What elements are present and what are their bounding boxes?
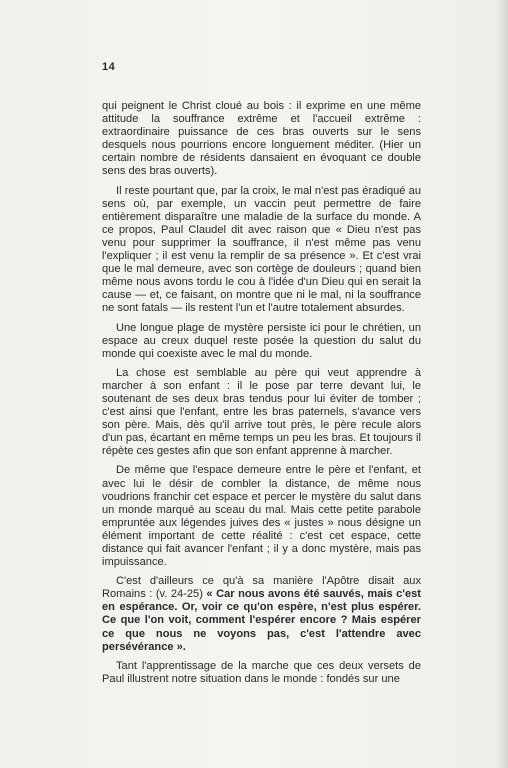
paragraph [102,367,421,459]
page-number: 14 [102,61,116,73]
paragraph [102,185,421,316]
paragraph-text: qui peignent le Christ cloué au bois : il exprime en une même attitude la souffrance extrême et l'accueil extrême : extraordinaire puissance de ces bras ouverts sur le sens desquels nous pourrions encore longuement méditer. (Hier un certain nombre de résidents dansaient en évoquant ce double sens des bras ouverts). [102,100,421,178]
body-text [102,100,421,692]
paragraph [102,322,421,361]
paragraph [102,575,421,654]
paragraph-text: Il reste pourtant que, par la croix, le mal n'est pas éradiqué au sens où, par exemple, un vaccin peut permettre de faire entièrement disparaître une maladie de la surface du monde. A ce propos, Paul Claudel dit avec raison que « Dieu n'est pas venu pour supprimer la souffrance, il n'est même pas venu l'expliquer ; il est venu la remplir de sa présence ». Et c'est vrai que le mal demeure, avec son cortège de douleurs ; quand bien même nous avons tordu le cou à l'idée d'un Dieu qui en serait la cause — et, ce faisant, on montre que ni le mal, ni la souffrance ne sont fatals — ils restent l'un et l'autre totalement absurdes. [102,184,421,315]
paragraph [102,660,421,686]
paragraph-text: De même que l'espace demeure entre le père et l'enfant, et avec lui le désir de combler la distance, de même nous voudrions franchir cet espace et percer le mystère du salut dans un monde marqué au sceau du mal. Mais cette petite parabole empruntée aux légendes juives des « justes » nous désigne un élément important de cette réalité : c'est cet espace, cette distance qui fait avancer l'enfant ; il y a donc mystère, mais pas impuissance. [102,464,421,569]
paragraph-text: La chose est semblable au père qui veut apprendre à marcher à son enfant : il le pose par terre devant lui, le soutenant de ses deux bras tendus pour lui éviter de tomber ; c'est ainsi que l'enfant, entre les bras paternels, s'avance vers son père. Mais, dès qu'il arrive tout près, le père recule alors d'un pas, écartant en même temps un peu les bras. Et toujours il répète ces gestes afin que son enfant apprenne à marcher. [102,366,421,458]
paragraph-text: C'est d'ailleurs ce qu'à sa manière l'Apôtre disait aux Romains : (v. 24-25) [102,575,421,601]
bold-quote: « Car nous avons été sauvés, mais c'est en espérance. Or, voir ce qu'on espère, n'est plus espérer. Ce que l'on voit, comment l'espérer encore ? Mais espérer ce que nous ne voyons pas, c'est l'attendre avec persévérance ». [102,588,421,653]
paragraph-text: Une longue plage de mystère persiste ici pour le chrétien, un espace au creux duquel reste posée la question du salut du monde qui coexiste avec le mal du monde. [102,321,421,360]
page-edge-shadow [494,0,508,768]
paragraph [102,100,421,179]
paragraph-text: Tant l'apprentissage de la marche que ces deux versets de Paul illustrent notre situation dans le monde : fondés sur une [102,659,421,685]
paragraph [102,464,421,569]
